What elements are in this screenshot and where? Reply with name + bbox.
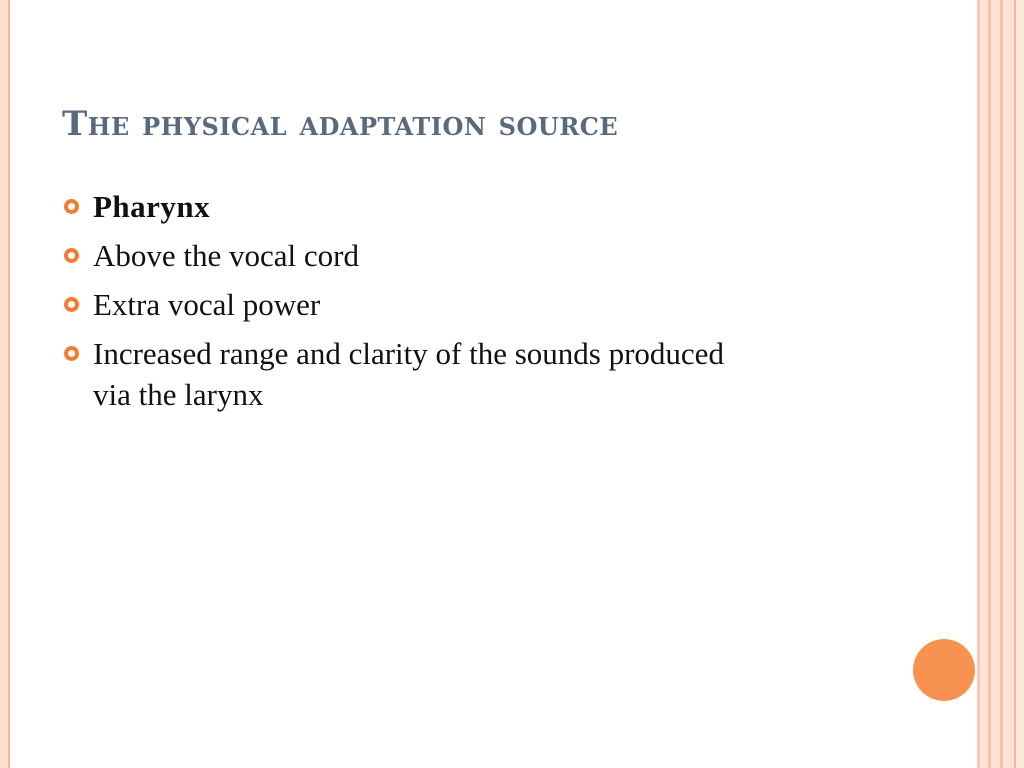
right-border-stripe: [1003, 0, 1014, 768]
bullet-text: Above the vocal cord: [93, 238, 359, 273]
bullet-icon: [64, 346, 79, 361]
bullet-item: [62, 186, 762, 227]
bullet-item: [62, 284, 762, 325]
right-border-stripe: [1016, 0, 1024, 768]
accent-circle-decoration: [913, 639, 975, 701]
bullet-item: [62, 333, 762, 415]
slide-title: The physical adaptation source: [62, 104, 619, 144]
bullet-icon: [64, 248, 79, 263]
right-border-stripe: [991, 0, 1000, 768]
bullet-text: Increased range and clarity of the sounds produced via the larynx: [93, 336, 724, 412]
bullet-icon: [64, 297, 79, 312]
bullet-item: [62, 235, 762, 276]
right-border-stripe: [980, 0, 988, 768]
bullet-text: Pharynx: [93, 189, 211, 224]
bullet-icon: [64, 199, 79, 214]
bullet-list: [62, 186, 762, 423]
left-border-decoration: [0, 0, 10, 768]
bullet-text: Extra vocal power: [93, 287, 321, 322]
